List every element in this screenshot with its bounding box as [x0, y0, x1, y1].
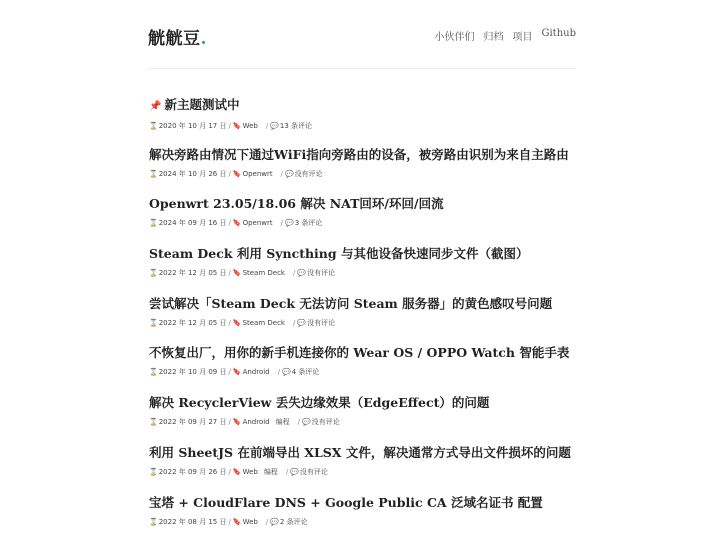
hourglass-icon: ⌛ [149, 122, 158, 130]
comment-icon: 💬 [282, 368, 291, 377]
post-tag-link[interactable]: 编程 [263, 467, 278, 476]
main-nav [435, 28, 577, 43]
bookmark-icon: 🔖 [232, 122, 242, 130]
post-date: 2022 年 12 月 05 日 [158, 318, 227, 327]
post-item [149, 143, 579, 193]
nav-friends[interactable]: 小伙伴们 [434, 32, 475, 43]
site-logo-text: 觥觥豆 [148, 29, 201, 49]
post-tag-link[interactable]: 编程 [275, 418, 290, 427]
post-comments-link[interactable]: 没有评论 [299, 467, 328, 476]
post-category-link[interactable]: Openwrt [242, 169, 273, 178]
hourglass-icon: ⌛ [149, 169, 158, 178]
post-comments-link[interactable]: 没有评论 [307, 318, 336, 327]
post-date: 2022 年 09 月 26 日 [158, 467, 227, 476]
post-date: 2024 年 09 月 16 日 [158, 219, 227, 228]
bookmark-icon: 🔖 [232, 418, 242, 427]
bookmark-icon: 🔖 [232, 517, 242, 526]
hourglass-icon: ⌛ [149, 318, 158, 327]
post-category-link[interactable]: Android [242, 418, 270, 427]
meta-separator: / [280, 169, 283, 178]
comment-icon: 💬 [290, 467, 299, 476]
meta-separator: / [228, 418, 231, 427]
meta-separator: / [265, 517, 269, 526]
post-item [149, 391, 579, 441]
pushpin-icon: 📌 [149, 101, 162, 112]
post-item [149, 292, 579, 342]
post-comments-link[interactable]: 3 条评论 [294, 219, 323, 228]
post-date: 2024 年 10 月 26 日 [158, 169, 227, 178]
post-category-link[interactable]: Steam Deck [242, 318, 285, 327]
post-item [149, 192, 579, 242]
post-title-text: 宝塔 + CloudFlare DNS + Google Public CA 泛域名证书 配置 [149, 494, 543, 510]
comment-icon: 💬 [270, 122, 279, 130]
meta-separator: / [280, 219, 283, 228]
hourglass-icon: ⌛ [149, 219, 158, 228]
post-comments-link[interactable]: 13 条评论 [279, 122, 313, 130]
nav-projects[interactable]: 项目 [512, 32, 533, 43]
post-date: 2022 年 12 月 05 日 [158, 269, 227, 278]
post-category-link[interactable]: Web [242, 517, 258, 526]
site-logo-dot: . [200, 29, 207, 49]
meta-separator: / [265, 122, 269, 130]
post-title-link[interactable] [149, 491, 579, 511]
post-title-text: Openwrt 23.05/18.06 解决 NAT回环/环回/回流 [149, 196, 444, 212]
hourglass-icon: ⌛ [149, 269, 158, 278]
post-title-link[interactable] [149, 93, 579, 115]
post-comments-link[interactable]: 4 条评论 [291, 368, 320, 377]
comment-icon: 💬 [270, 517, 279, 526]
post-meta [149, 468, 579, 477]
meta-separator: / [228, 169, 231, 178]
meta-separator: / [228, 368, 231, 377]
comment-icon: 💬 [302, 418, 311, 427]
bookmark-icon: 🔖 [232, 467, 242, 476]
post-title-text: 尝试解决「Steam Deck 无法访问 Steam 服务器」的黄色感叹号问题 [149, 295, 553, 311]
post-item [149, 491, 579, 540]
post-category-link[interactable]: Android [242, 368, 270, 377]
post-meta [149, 368, 579, 377]
post-meta [149, 518, 579, 527]
meta-separator: / [277, 368, 280, 377]
post-meta [149, 122, 579, 131]
post-title-link[interactable] [149, 192, 579, 212]
comment-icon: 💬 [297, 269, 307, 278]
post-title-text: 新主题测试中 [164, 97, 240, 112]
bookmark-icon: 🔖 [232, 219, 242, 228]
post-title-text: 解决 RecyclerView 丢失边缘效果（EdgeEffect）的问题 [149, 395, 490, 411]
post-date: 2020 年 10 月 17 日 [158, 122, 227, 130]
post-title-link[interactable] [149, 441, 579, 461]
bookmark-icon: 🔖 [232, 269, 242, 278]
meta-separator: / [297, 418, 300, 427]
post-meta [149, 418, 579, 427]
hourglass-icon: ⌛ [149, 418, 158, 427]
post-meta [149, 269, 579, 278]
post-item [149, 93, 579, 143]
site-logo[interactable] [148, 24, 207, 49]
comment-icon: 💬 [284, 169, 294, 178]
post-comments-link[interactable]: 2 条评论 [279, 517, 308, 526]
post-date: 2022 年 09 月 27 日 [158, 418, 227, 427]
post-comments-link[interactable]: 没有评论 [311, 418, 340, 427]
post-title-link[interactable] [149, 143, 579, 163]
post-date: 2022 年 10 月 09 日 [158, 368, 227, 377]
post-meta [149, 319, 579, 328]
post-comments-link[interactable]: 没有评论 [294, 169, 323, 178]
nav-archive[interactable]: 归档 [483, 32, 504, 43]
meta-separator: / [228, 219, 231, 228]
post-comments-link[interactable]: 没有评论 [307, 269, 336, 278]
meta-separator: / [228, 517, 231, 526]
meta-separator: / [293, 269, 296, 278]
bookmark-icon: 🔖 [232, 318, 242, 327]
comment-icon: 💬 [297, 318, 307, 327]
post-item [149, 341, 579, 391]
post-title-text: Steam Deck 利用 Syncthing 与其他设备快速同步文件（截图） [149, 246, 529, 262]
post-list [149, 93, 579, 540]
post-title-link[interactable] [149, 242, 579, 262]
meta-separator: / [228, 122, 231, 130]
site-header [148, 0, 576, 69]
post-item [149, 441, 579, 491]
meta-separator: / [228, 269, 231, 278]
bookmark-icon: 🔖 [232, 368, 242, 377]
post-category-link[interactable]: Web [242, 122, 258, 130]
comment-icon: 💬 [284, 219, 294, 228]
post-title-link[interactable] [149, 341, 579, 361]
meta-separator: / [293, 318, 296, 327]
post-item [149, 242, 579, 292]
post-category-link[interactable]: Steam Deck [242, 269, 285, 278]
meta-separator: / [228, 318, 231, 327]
meta-separator: / [285, 467, 289, 476]
post-meta [149, 219, 579, 228]
post-title-text: 利用 SheetJS 在前端导出 XLSX 文件，解决通常方式导出文件损坏的问题 [149, 444, 571, 460]
hourglass-icon: ⌛ [149, 467, 158, 476]
post-title-text: 解决旁路由情况下通过WiFi指向旁路由的设备，被旁路由识别为来自主路由 [149, 146, 569, 162]
post-date: 2022 年 08 月 15 日 [158, 517, 227, 526]
post-category-link[interactable]: Web [242, 467, 258, 476]
post-title-text: 不恢复出厂，用你的新手机连接你的 Wear OS / OPPO Watch 智能手表 [149, 345, 570, 361]
post-meta [149, 170, 579, 179]
post-category-link[interactable]: Openwrt [242, 219, 273, 228]
hourglass-icon: ⌛ [149, 368, 158, 377]
bookmark-icon: 🔖 [232, 169, 242, 178]
meta-separator: / [228, 467, 231, 476]
post-title-link[interactable] [149, 391, 579, 411]
hourglass-icon: ⌛ [149, 517, 158, 526]
post-title-link[interactable] [149, 292, 579, 312]
nav-github[interactable]: Github [541, 28, 576, 39]
